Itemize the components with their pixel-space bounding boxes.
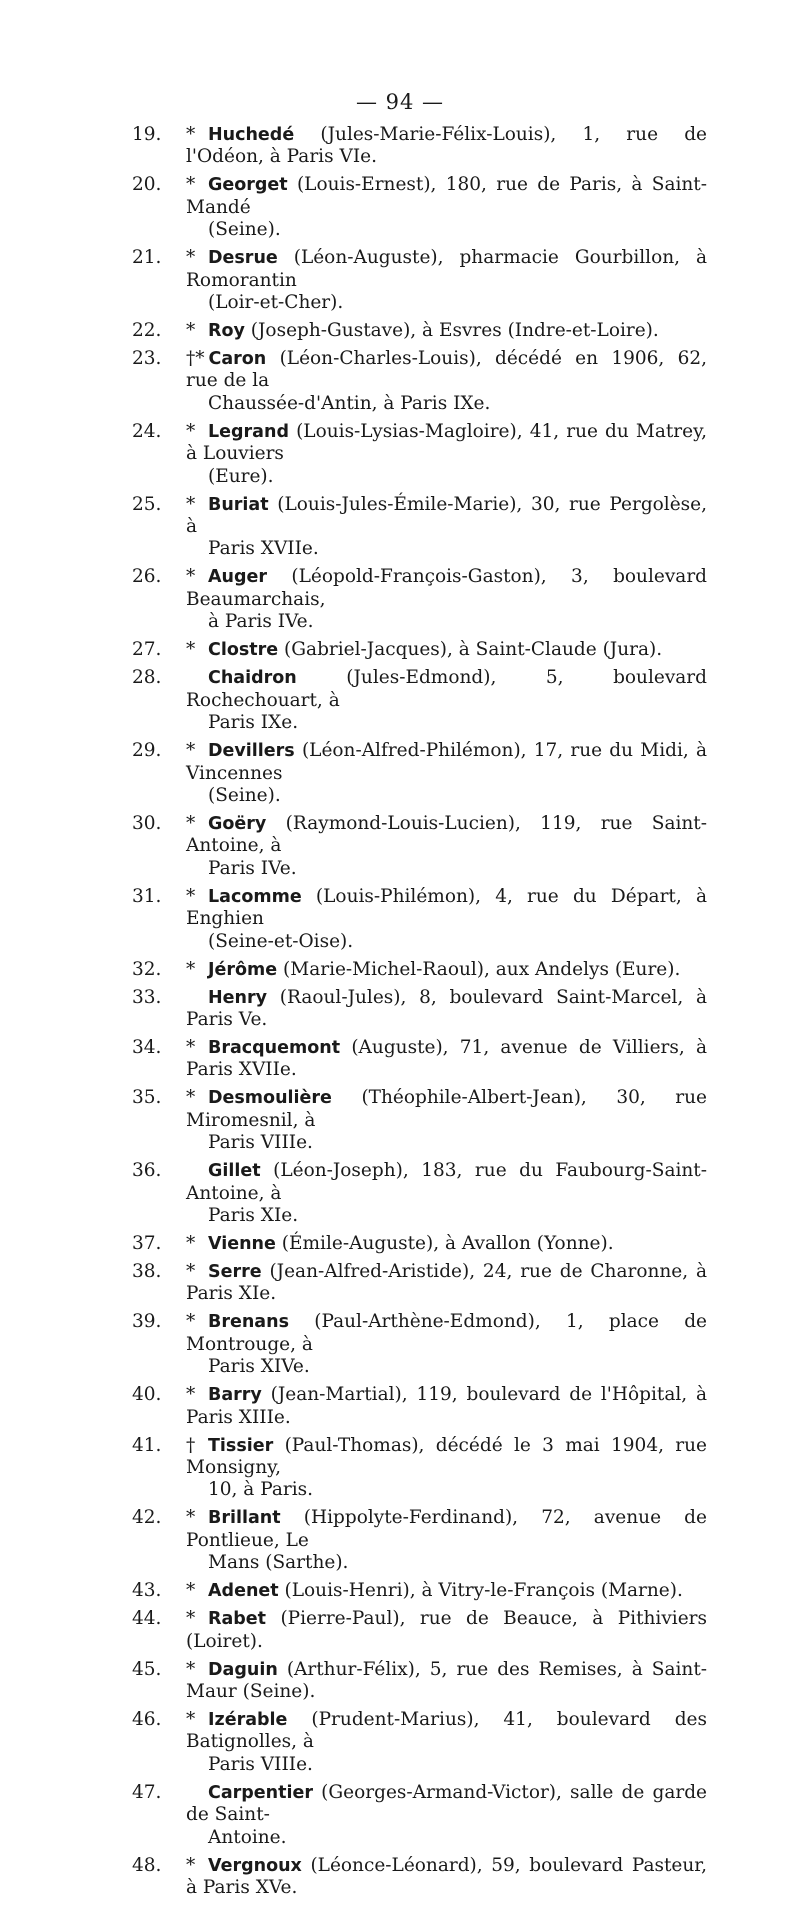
entry-details: (Marie-Michel-Raoul), aux Andelys (Eure). (283, 958, 681, 980)
entry-name: Devillers (208, 741, 295, 762)
entry-number: 32. (132, 958, 162, 980)
list-item (132, 1580, 707, 1602)
list-item (132, 174, 707, 241)
list-item (132, 1311, 707, 1378)
entry-details: (Louis-Ernest), 180, rue de Paris, à Saint-Mandé (186, 174, 707, 218)
list-item (132, 1384, 707, 1429)
entry-number: 40. (132, 1384, 162, 1406)
entry-name: Legrand (208, 421, 289, 442)
entry-body (186, 348, 707, 415)
entry-body (186, 740, 707, 807)
entry-details: (Jules-Marie-Félix-Louis), 1, rue de l'Odéon, à Paris VIe. (186, 124, 707, 168)
list-item (132, 566, 707, 633)
entry-mark: * (186, 1709, 196, 1731)
entry-body (186, 1037, 707, 1082)
entry-name: Vergnoux (208, 1855, 302, 1876)
entry-number: 25. (132, 493, 162, 515)
entry-name: Caron (208, 349, 267, 370)
entry-details: (Joseph-Gustave), à Esvres (Indre-et-Loire). (250, 320, 659, 342)
entry-details: (Théophile-Albert-Jean), 30, rue Miromesnil, à (186, 1087, 707, 1131)
entry-details: (Léon-Auguste), pharmacie Gourbillon, à Romorantin (186, 247, 707, 291)
list-item (132, 639, 707, 661)
entry-name: Carpentier (208, 1782, 313, 1803)
entry-number: 24. (132, 420, 162, 442)
entry-body (186, 1855, 707, 1900)
entry-name: Roy (208, 321, 245, 342)
entry-continuation: Paris IVe. (208, 857, 297, 879)
entry-continuation: Paris XVIIe. (208, 538, 319, 560)
entry-number: 23. (132, 348, 162, 370)
entry-name: Georget (208, 175, 288, 196)
list-item (132, 1435, 707, 1502)
entry-name: Adenet (208, 1581, 279, 1602)
entry-number: 42. (132, 1507, 162, 1529)
entry-body (186, 566, 707, 633)
entry-mark: * (186, 493, 196, 515)
entry-name: Serre (208, 1261, 262, 1282)
entry-name: Tissier (208, 1435, 274, 1456)
list-item (132, 494, 707, 561)
list-item (132, 1160, 707, 1227)
entry-mark: * (186, 885, 196, 907)
entry-number: 20. (132, 174, 162, 196)
list-item (132, 886, 707, 953)
list-item (132, 421, 707, 488)
entry-details: (Jules-Edmond), 5, boulevard Rochechouart, à (186, 667, 707, 711)
entry-number: 28. (132, 667, 162, 689)
list-item (132, 1037, 707, 1082)
entry-body (186, 1507, 707, 1574)
entry-details: (Raoul-Jules), 8, boulevard Saint-Marcel, à Paris Ve. (186, 986, 707, 1030)
entry-name: Desrue (208, 248, 278, 269)
entry-mark: * (186, 1580, 196, 1602)
entry-number: 35. (132, 1087, 162, 1109)
entry-mark: * (186, 174, 196, 196)
entry-number: 31. (132, 885, 162, 907)
entry-mark: * (186, 420, 196, 442)
entry-continuation: Paris VIIIe. (208, 1753, 313, 1775)
entry-body (186, 1261, 707, 1306)
entry-mark: * (186, 1036, 196, 1058)
entry-body (186, 494, 707, 561)
list-item (132, 1782, 707, 1849)
entry-number: 41. (132, 1434, 162, 1456)
entry-body (186, 1384, 707, 1429)
entry-details: (Georges-Armand-Victor), salle de garde de Saint- (186, 1781, 707, 1826)
entry-body (186, 1087, 707, 1154)
entry-continuation: Paris XIVe. (208, 1356, 310, 1378)
entry-name: Henry (208, 987, 268, 1008)
list-item (132, 740, 707, 807)
entry-mark: * (186, 566, 196, 588)
entry-body (186, 987, 707, 1032)
entry-details: (Paul-Arthène-Edmond), 1, place de Montrouge, à (186, 1311, 707, 1355)
entry-number: 46. (132, 1709, 162, 1731)
entry-name: Jérôme (208, 959, 278, 980)
list-item (132, 959, 707, 981)
entry-details: (Paul-Thomas), décédé le 3 mai 1904, rue Monsigny, (186, 1434, 707, 1478)
entry-details: (Louis-Lysias-Magloire), 41, rue du Matrey, à Louviers (186, 420, 707, 465)
entry-number: 48. (132, 1854, 162, 1876)
list-item (132, 1507, 707, 1574)
entry-name: Bracquemont (208, 1037, 341, 1058)
entry-continuation: Paris VIIIe. (208, 1132, 313, 1154)
entry-mark: † (186, 1434, 196, 1456)
entry-details: (Arthur-Félix), 5, rue des Remises, à Saint-Maur (Seine). (186, 1658, 707, 1703)
entry-continuation: (Seine-et-Oise). (208, 930, 354, 952)
entry-mark: * (186, 1854, 196, 1876)
entry-details: (Émile-Auguste), à Avallon (Yonne). (281, 1232, 614, 1254)
entry-body (186, 1608, 707, 1653)
entry-name: Rabet (208, 1609, 267, 1630)
entry-details: (Jean-Martial), 119, boulevard de l'Hôpital, à Paris XIIIe. (186, 1384, 707, 1428)
entry-continuation: 10, à Paris. (208, 1479, 313, 1501)
entry-name: Barry (208, 1385, 262, 1406)
entry-number: 21. (132, 247, 162, 269)
entry-number: 43. (132, 1580, 162, 1602)
entry-continuation: (Eure). (208, 465, 274, 487)
entry-mark: * (186, 1507, 196, 1529)
entry-details: (Louis-Philémon), 4, rue du Départ, à Enghien (186, 885, 707, 930)
entry-number: 38. (132, 1260, 162, 1282)
page-number: — 94 — (355, 90, 445, 114)
entry-number: 22. (132, 320, 162, 342)
entry-body (186, 886, 707, 953)
entry-mark: * (186, 1608, 196, 1630)
entry-details: (Auguste), 71, avenue de Villiers, à Paris XVIIe. (186, 1036, 707, 1081)
entry-name: Huchedé (208, 125, 295, 145)
entry-body (186, 959, 707, 981)
entry-body (186, 174, 707, 241)
entry-mark: †* (186, 348, 205, 370)
entry-mark: * (186, 1311, 196, 1333)
list-item (132, 247, 707, 314)
list-item (132, 667, 707, 734)
entry-details: (Pierre-Paul), rue de Beauce, à Pithiviers (Loiret). (186, 1608, 707, 1652)
entry-details: (Léon-Charles-Louis), décédé en 1906, 62, rue de la (186, 348, 707, 392)
list-item (132, 1087, 707, 1154)
list-item (132, 124, 707, 169)
entry-body (186, 1659, 707, 1704)
entry-name: Brillant (208, 1508, 281, 1529)
entry-mark: * (186, 812, 196, 834)
entry-body (186, 1233, 707, 1255)
entry-name: Desmoulière (208, 1088, 332, 1109)
entry-mark: * (186, 639, 196, 661)
entry-details: (Louis-Jules-Émile-Marie), 30, rue Pergolèse, à (186, 493, 707, 538)
entry-mark: * (186, 1087, 196, 1109)
list-item (132, 813, 707, 880)
entry-mark: * (186, 1658, 196, 1680)
entry-mark: * (186, 1384, 196, 1406)
entry-name: Daguin (208, 1659, 278, 1680)
list-item (132, 1261, 707, 1306)
entry-continuation: (Loir-et-Cher). (208, 292, 344, 314)
entry-body (186, 639, 707, 661)
entry-body (186, 247, 707, 314)
entry-details: (Jean-Alfred-Aristide), 24, rue de Charonne, à Paris XIe. (186, 1260, 707, 1305)
entry-body (186, 124, 707, 169)
list-item (132, 348, 707, 415)
entry-name: Brenans (208, 1312, 289, 1333)
entry-mark: * (186, 958, 196, 980)
entry-continuation: à Paris IVe. (208, 611, 314, 633)
list-item (132, 1233, 707, 1255)
entry-name: Chaidron (208, 668, 297, 689)
entry-body (186, 1160, 707, 1227)
entry-name: Auger (208, 567, 268, 588)
entry-number: 30. (132, 812, 162, 834)
entry-mark: * (186, 1260, 196, 1282)
entry-body (186, 1435, 707, 1502)
entry-mark: * (186, 740, 196, 762)
entry-number: 19. (132, 124, 162, 145)
entry-name: Buriat (208, 494, 269, 515)
entry-name: Goëry (208, 813, 267, 834)
entry-number: 27. (132, 639, 162, 661)
entry-details: (Léon-Alfred-Philémon), 17, rue du Midi, à Vincennes (186, 740, 707, 784)
list-item (132, 1608, 707, 1653)
entry-number: 36. (132, 1160, 162, 1182)
entry-mark: * (186, 1232, 196, 1254)
list-item (132, 1709, 707, 1776)
entry-number: 29. (132, 740, 162, 762)
entry-number: 44. (132, 1608, 162, 1630)
entry-continuation: (Seine). (208, 219, 281, 241)
entry-number: 37. (132, 1232, 162, 1254)
entry-name: Gillet (208, 1161, 261, 1182)
entry-mark: * (186, 247, 196, 269)
entry-continuation: Paris IXe. (208, 712, 299, 734)
entry-name: Izérable (208, 1710, 288, 1731)
entry-name: Clostre (208, 640, 279, 661)
entry-continuation: (Seine). (208, 784, 281, 806)
list-item (132, 320, 707, 342)
entry-continuation: Antoine. (208, 1826, 287, 1848)
entry-name: Lacomme (208, 886, 302, 907)
entry-continuation: Paris XIe. (208, 1204, 299, 1226)
entry-body (186, 421, 707, 488)
entry-details: (Louis-Henri), à Vitry-le-François (Marne). (284, 1580, 683, 1602)
entry-number: 34. (132, 1036, 162, 1058)
entry-number: 47. (132, 1781, 162, 1803)
entry-details: (Prudent-Marius), 41, boulevard des Batignolles, à (186, 1709, 707, 1753)
entry-number: 33. (132, 986, 162, 1008)
entry-details: (Léon-Joseph), 183, rue du Faubourg-Saint-Antoine, à (186, 1160, 707, 1204)
entry-number: 26. (132, 566, 162, 588)
entry-mark: * (186, 320, 196, 342)
entry-body (186, 667, 707, 734)
entry-list (132, 124, 707, 1905)
entry-body (186, 813, 707, 880)
list-item (132, 987, 707, 1032)
entry-continuation: Mans (Sarthe). (208, 1552, 349, 1574)
entry-number: 45. (132, 1658, 162, 1680)
entry-name: Vienne (208, 1233, 276, 1254)
entry-details: (Léonce-Léonard), 59, boulevard Pasteur, à Paris XVe. (186, 1854, 707, 1899)
entry-details: (Hippolyte-Ferdinand), 72, avenue de Pontlieue, Le (186, 1507, 707, 1551)
list-item (132, 1855, 707, 1900)
entry-body (186, 1782, 707, 1849)
entry-continuation: Chaussée-d'Antin, à Paris IXe. (208, 392, 491, 414)
list-item (132, 1659, 707, 1704)
entry-body (186, 320, 707, 342)
entry-details: (Léopold-François-Gaston), 3, boulevard Beaumarchais, (186, 566, 708, 610)
entry-details: (Raymond-Louis-Lucien), 119, rue Saint-Antoine, à (186, 812, 707, 857)
entry-body (186, 1311, 707, 1378)
entry-body (186, 1709, 707, 1776)
entry-body (186, 1580, 707, 1602)
entry-mark: * (186, 124, 196, 145)
entry-number: 39. (132, 1311, 162, 1333)
entry-details: (Gabriel-Jacques), à Saint-Claude (Jura). (284, 639, 663, 661)
